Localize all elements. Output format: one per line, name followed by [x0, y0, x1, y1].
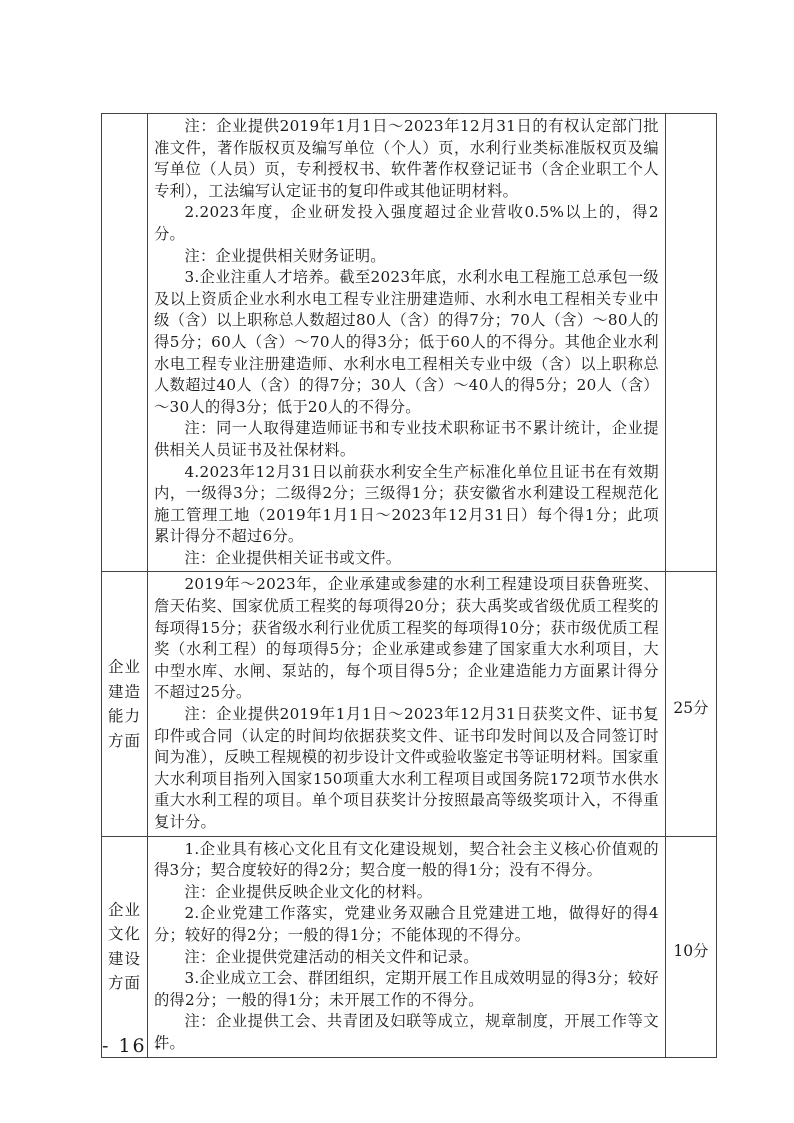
table-row — [102, 114, 717, 572]
criteria-cell — [148, 572, 666, 836]
category-label-line: 文化 — [108, 925, 142, 944]
category-cell — [102, 114, 148, 572]
criteria-paragraph: 注：企业提供反映企业文化的材料。 — [184, 882, 433, 901]
category-label-line: 企业 — [108, 900, 142, 919]
criteria-cell — [148, 836, 666, 1057]
criteria-paragraph: 注：企业提供2019年1月1日～2023年12月31日的有权认定部门批准文件，著作版权页及编写单位（个人）页，水利行业类标准版权页及编写单位（人员）页，专利授权书、软件著作权登记证书（含企业职工个人专利），工法编写认定证书的复印件或其他证明材料。 — [154, 117, 659, 200]
category-label-line: 能力 — [108, 707, 142, 726]
criteria-paragraph: 注：企业提供2019年1月1日～2023年12月31日获奖文件、证书复印件或合同（认定的时间均依据获奖文件、证书印发时间以及合同签订时间为准），反映工程规模的初步设计文件或验收鉴定书等证明材料。国家重大水利项目指列入国家150项重大水利工程项目或国务院172项节水供水重大水利工程的项目。单个项目获奖计分按照最高等级奖项计入，不得重复计分。 — [154, 705, 659, 831]
scoring-criteria-table — [101, 113, 717, 1058]
table-row — [102, 836, 717, 1057]
score-cell — [665, 114, 716, 572]
criteria-paragraph: 注：企业提供相关证书或文件。 — [184, 548, 402, 567]
criteria-paragraph: 注：企业提供相关财务证明。 — [184, 246, 386, 265]
category-label-line: 企业 — [108, 658, 142, 677]
score-cell: 25分 — [665, 572, 716, 836]
page-number: - 16 - — [102, 1035, 164, 1057]
criteria-paragraph: 4.2023年12月31日以前获水利安全生产标准化单位且证书在有效期内，一级得3分；二级得2分；三级得1分；获安徽省水利建设工程规范化施工管理工地（2019年1月1日～2023年12月31日）每个得1分；此项累计得分不超过6分。 — [154, 462, 659, 546]
criteria-paragraph: 1.企业具有核心文化且有文化建设规划，契合社会主义核心价值观的得3分；契合度较好的得2分；契合度一般的得1分；没有不得分。 — [154, 839, 659, 880]
criteria-paragraph: 注：同一人取得建造师证书和专业技术职称证书不累计统计，企业提供相关人员证书及社保材料。 — [154, 419, 659, 459]
table-row — [102, 572, 717, 836]
criteria-paragraph: 2.企业党建工作落实，党建业务双融合且党建进工地，做得好的得4分；较好的得2分；一般的得1分；不能体现的不得分。 — [154, 904, 659, 944]
criteria-paragraph: 3.企业成立工会、群团组织，定期开展工作且成效明显的得3分；较好的得2分；一般的得1分；未开展工作的不得分。 — [154, 969, 659, 1009]
category-label-line: 建造 — [108, 682, 142, 701]
criteria-paragraph: 3.企业注重人才培养。截至2023年底，水利水电工程施工总承包一级及以上资质企业水利水电工程专业注册建造师、水利水电工程相关专业中级（含）以上职称总人数超过80人（含）的得7分；70人（含）～80人的得5分；60人（含）～70人的得3分；低于60人的不得分。其他企业水利水电工程专业注册建造师、水利水电工程相关专业中级（含）以上职称总人数超过40人（含）的得7分；30人（含）～40人的得5分；20人（含）～30人的得3分；低于20人的不得分。 — [154, 268, 659, 416]
category-cell — [102, 836, 148, 1057]
criteria-cell — [148, 114, 666, 572]
category-label-line: 方面 — [108, 731, 142, 750]
criteria-paragraph: 2019年～2023年，企业承建或参建的水利工程建设项目获鲁班奖、詹天佑奖、国家优质工程奖的每项得20分；获大禹奖或省级优质工程奖的每项得15分；获省级水利行业优质工程奖的每项得10分；获市级优质工程奖（水利工程）的每项得5分；企业承建或参建了国家重大水利项目，大中型水库、水闸、泵站的，每个项目得5分；企业建造能力方面累计得分不超过25分。 — [154, 575, 659, 702]
category-label-line: 建设 — [108, 949, 142, 968]
category-label-line: 方面 — [108, 974, 142, 993]
category-cell — [102, 572, 148, 836]
criteria-paragraph: 注：企业提供工会、共青团及妇联等成立，规章制度，开展工作等文件。 — [154, 1012, 659, 1052]
score-cell: 10分 — [665, 836, 716, 1057]
criteria-paragraph: 注：企业提供党建活动的相关文件和记录。 — [184, 947, 479, 966]
criteria-paragraph: 2.2023年度，企业研发投入强度超过企业营收0.5%以上的，得2分。 — [154, 203, 659, 243]
